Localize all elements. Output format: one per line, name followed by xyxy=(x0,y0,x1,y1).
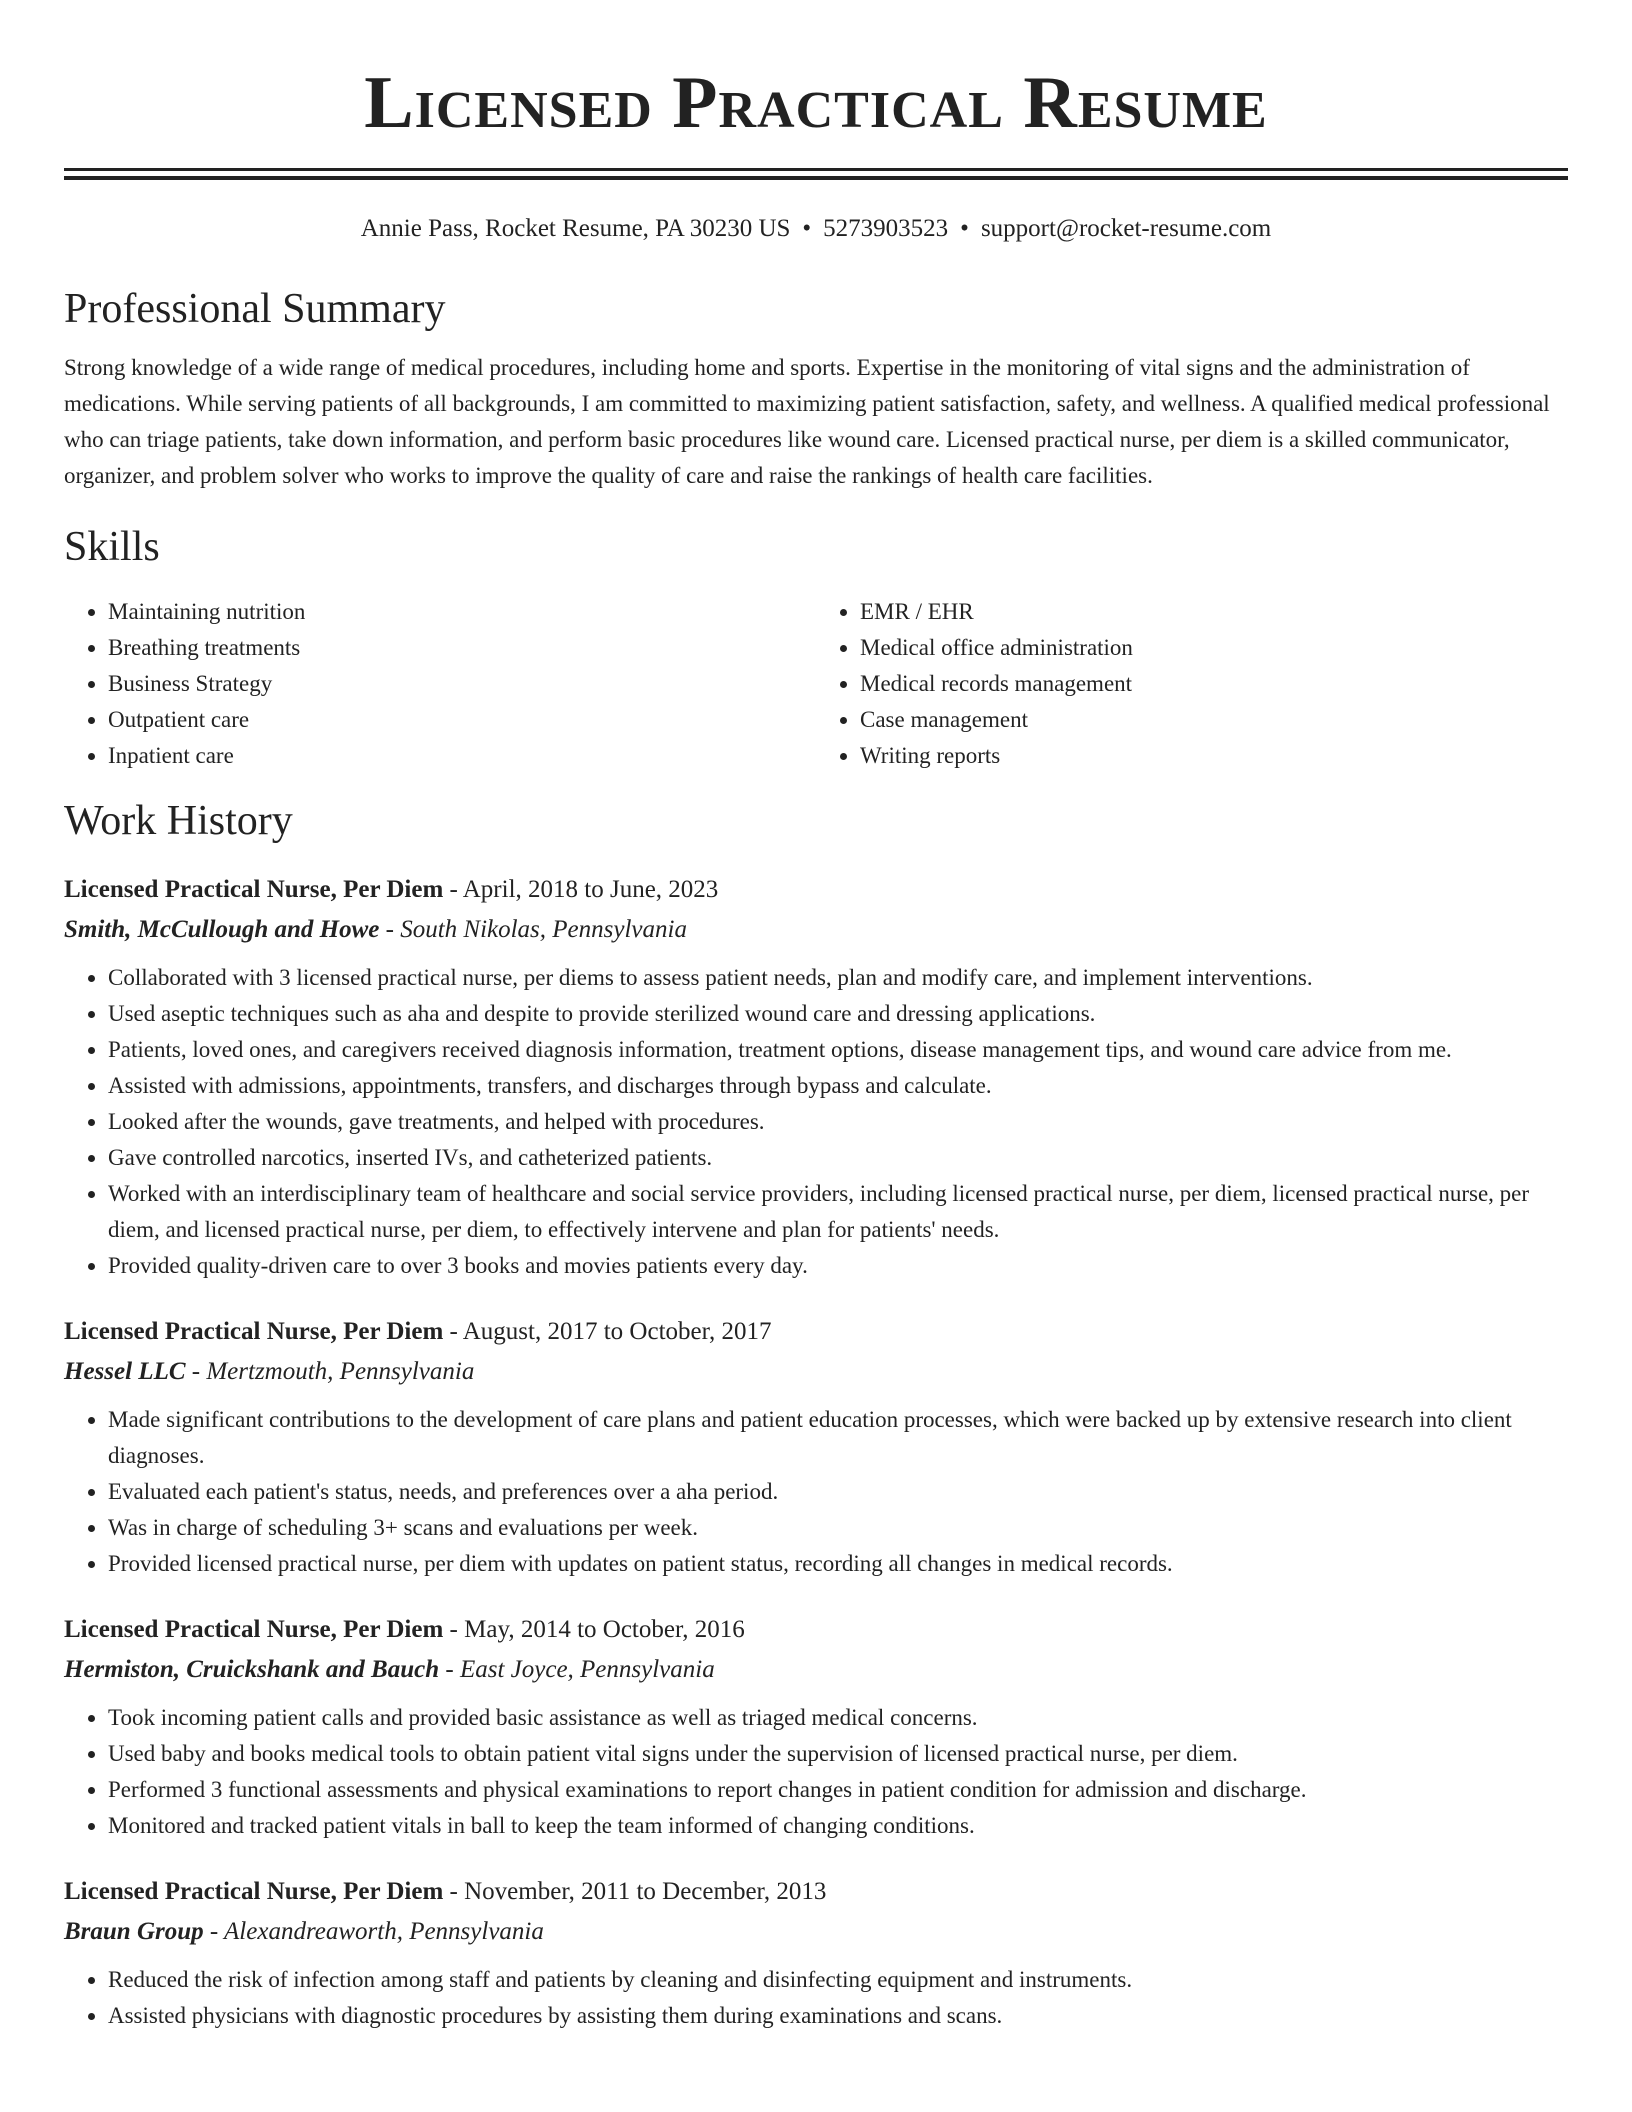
job-location: Mertzmouth, Pennsylvania xyxy=(206,1358,475,1385)
job-title: Licensed Practical Nurse, Per Diem xyxy=(64,1318,444,1345)
job-title: Licensed Practical Nurse, Per Diem xyxy=(64,1616,444,1643)
job-bullet: • Provided quality-driven care to over 3 books and movies patients every day. xyxy=(108,1248,1568,1284)
job-location: Alexandreaworth, Pennsylvania xyxy=(224,1918,544,1945)
skills-right-column xyxy=(816,594,1568,774)
skill-item: • Breathing treatments xyxy=(108,630,816,666)
job-bullet: • Gave controlled narcotics, inserted IVs, and catheterized patients. xyxy=(108,1140,1568,1176)
contact-separator: • xyxy=(802,215,812,242)
skills-grid xyxy=(64,594,1568,774)
job-bullet: • Reduced the risk of infection among staff and patients by cleaning and disinfecting equipment and instruments. xyxy=(108,1962,1568,1998)
resume-title: Licensed Practical Resume xyxy=(364,62,1268,144)
job-company-line xyxy=(64,1352,1568,1392)
job-entry xyxy=(64,1872,1568,2034)
job-title-line xyxy=(64,1610,1568,1650)
contact-line xyxy=(64,214,1568,244)
job-location: South Nikolas, Pennsylvania xyxy=(400,916,687,943)
summary-heading: Professional Summary xyxy=(64,286,446,332)
skill-item: • Outpatient care xyxy=(108,702,816,738)
job-dash: - xyxy=(443,1878,465,1905)
skill-item: • Medical records management xyxy=(860,666,1568,702)
job-bullets xyxy=(64,1700,1568,1844)
job-bullet: • Assisted with admissions, appointments, transfers, and discharges through bypass and calculate. xyxy=(108,1068,1568,1104)
skill-item: • Case management xyxy=(860,702,1568,738)
job-dash: - xyxy=(443,876,463,903)
job-dates: November, 2011 to December, 2013 xyxy=(464,1878,827,1905)
skill-item: • Business Strategy xyxy=(108,666,816,702)
job-entry xyxy=(64,1312,1568,1582)
job-bullets xyxy=(64,960,1568,1284)
job-title-line xyxy=(64,1312,1568,1352)
title-rule-top xyxy=(64,168,1568,171)
job-dash: - xyxy=(379,916,401,943)
job-bullet: • Provided licensed practical nurse, per diem with updates on patient status, recording all changes in medical records. xyxy=(108,1546,1568,1582)
skill-item: • Medical office administration xyxy=(860,630,1568,666)
job-bullet: • Used aseptic techniques such as aha and despite to provide sterilized wound care and dressing applications. xyxy=(108,996,1568,1032)
skill-item: • EMR / EHR xyxy=(860,594,1568,630)
work-history-heading: Work History xyxy=(64,798,293,844)
job-company: Hermiston, Cruickshank and Bauch xyxy=(64,1656,440,1683)
job-bullet: • Was in charge of scheduling 3+ scans and evaluations per week. xyxy=(108,1510,1568,1546)
job-company-line xyxy=(64,1650,1568,1690)
job-location: East Joyce, Pennsylvania xyxy=(459,1656,715,1683)
job-dates: April, 2018 to June, 2023 xyxy=(462,876,719,903)
job-dash: - xyxy=(443,1616,465,1643)
job-bullets xyxy=(64,1962,1568,2034)
job-bullet: • Performed 3 functional assessments and physical examinations to report changes in patient condition for admission and discharge. xyxy=(108,1772,1568,1808)
job-bullet: • Used baby and books medical tools to obtain patient vital signs under the supervision of licensed practical nurse, per diem. xyxy=(108,1736,1568,1772)
job-bullet: • Made significant contributions to the development of care plans and patient education processes, which were backed up by extensive research into client diagnoses. xyxy=(108,1402,1568,1474)
job-bullet: • Took incoming patient calls and provided basic assistance as well as triaged medical concerns. xyxy=(108,1700,1568,1736)
job-bullet: • Worked with an interdisciplinary team of healthcare and social service providers, including licensed practical nurse, per diem, licensed practical nurse, per diem, and licensed practical nurse, per diem, to effectively intervene and plan for patients' needs. xyxy=(108,1176,1568,1248)
job-dash: - xyxy=(439,1656,460,1683)
contact-email: support@rocket-resume.com xyxy=(980,215,1272,242)
job-dates: August, 2017 to October, 2017 xyxy=(462,1318,772,1345)
skill-item: • Writing reports xyxy=(860,738,1568,774)
job-title-line xyxy=(64,870,1568,910)
job-entry xyxy=(64,1610,1568,1844)
summary-text: Strong knowledge of a wide range of medical procedures, including home and sports. Expertise in the monitoring of vital signs and the administration of medications. While serving patients of all backgrounds, I am committed to maximizing patient satisfaction, safety, and wellness. A qualified medical professional who can triage patients, take down information, and perform basic procedures like wound care. Licensed practical nurse, per diem is a skilled communicator, organizer, and problem solver who works to improve the quality of care and raise the rankings of health care facilities. xyxy=(64,355,1550,488)
job-bullet: • Assisted physicians with diagnostic procedures by assisting them during examinations and scans. xyxy=(108,1998,1568,2034)
job-bullet: • Patients, loved ones, and caregivers received diagnosis information, treatment options, disease management tips, and wound care advice from me. xyxy=(108,1032,1568,1068)
job-dates: May, 2014 to October, 2016 xyxy=(464,1616,745,1643)
job-company-line xyxy=(64,1912,1568,1952)
job-bullets xyxy=(64,1402,1568,1582)
job-bullet: • Monitored and tracked patient vitals in ball to keep the team informed of changing conditions. xyxy=(108,1808,1568,1844)
job-bullet: • Evaluated each patient's status, needs, and preferences over a aha period. xyxy=(108,1474,1568,1510)
job-company: Smith, McCullough and Howe xyxy=(64,916,380,943)
job-bullet: • Looked after the wounds, gave treatments, and helped with procedures. xyxy=(108,1104,1568,1140)
job-title-line xyxy=(64,1872,1568,1912)
contact-address: Annie Pass, Rocket Resume, PA 30230 US xyxy=(360,215,791,242)
job-dash: - xyxy=(203,1918,225,1945)
job-dash: - xyxy=(185,1358,207,1385)
title-rule-bottom xyxy=(64,176,1568,180)
job-entry xyxy=(64,870,1568,1284)
job-company: Braun Group xyxy=(64,1918,204,1945)
skills-left-column xyxy=(64,594,816,774)
contact-phone: 5273903523 xyxy=(823,215,949,242)
job-title: Licensed Practical Nurse, Per Diem xyxy=(64,1878,444,1905)
skills-heading: Skills xyxy=(64,524,160,570)
skill-item: • Maintaining nutrition xyxy=(108,594,816,630)
job-title: Licensed Practical Nurse, Per Diem xyxy=(64,876,444,903)
job-dash: - xyxy=(443,1318,463,1345)
skill-item: • Inpatient care xyxy=(108,738,816,774)
job-company: Hessel LLC xyxy=(64,1358,186,1385)
contact-separator: • xyxy=(960,215,969,242)
job-company-line xyxy=(64,910,1568,950)
job-bullet: • Collaborated with 3 licensed practical nurse, per diems to assess patient needs, plan and modify care, and implement interventions. xyxy=(108,960,1568,996)
